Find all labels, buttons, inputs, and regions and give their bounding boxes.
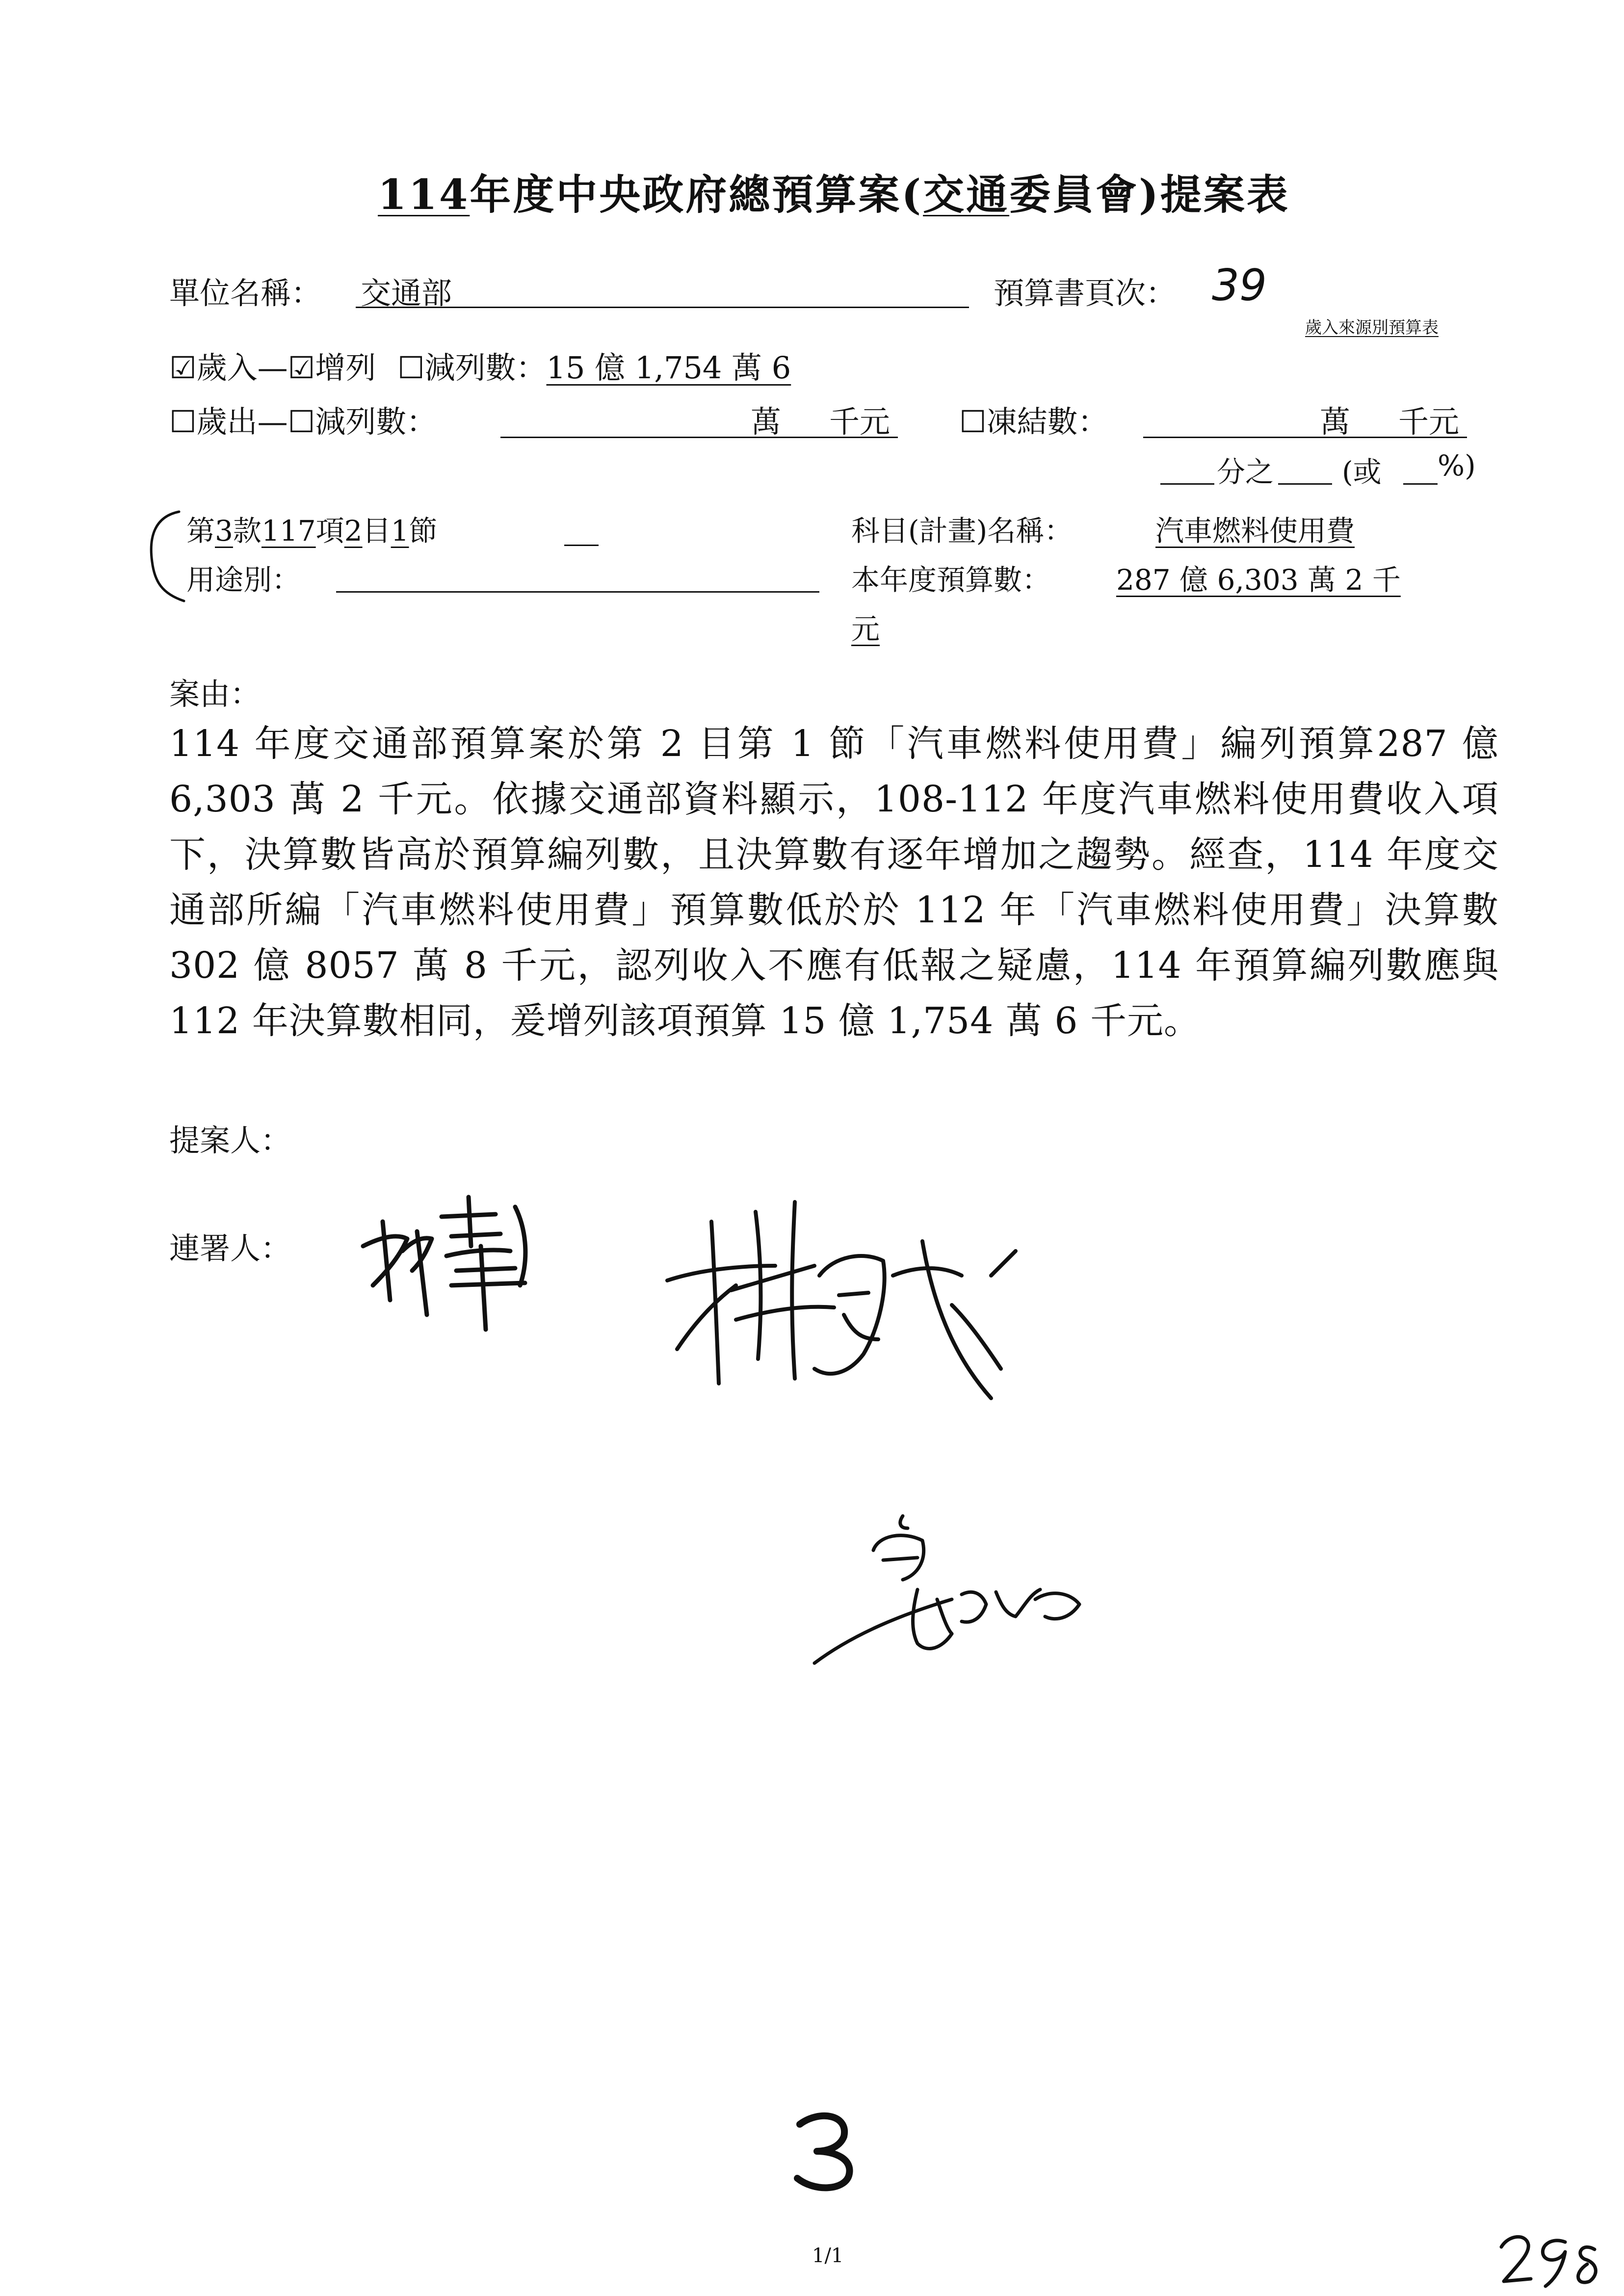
reason-text: 114 年度交通部預算案於第 2 目第 1 節「汽車燃料使用費」編列預算287 億 6,303 萬 2 千元。依據交通部資料顯示，108-112 年度汽車燃料使用費收入項下，決算數皆高於預算編列數，且決算數有逐年增加之趨勢。經查，114 年度交通部所編「汽車燃料使用費」預算數低於於 112 年「汽車燃料使用費」決算數 302 億 8057 萬 8 千元，認列收入不應有低報之疑慮，114 年預算編列數應與 112 年決算數相同，爰增列該項預算 15 億 1,754 萬 6 千元。 xyxy=(169,723,1499,1042)
current-budget-value: 287 億 6,303 萬 2 千 xyxy=(1116,563,1401,597)
title-committee: 交通 xyxy=(923,170,1010,219)
table-note: 歲入來源別預算表 xyxy=(1305,318,1439,338)
fraction-blank-2 xyxy=(1278,483,1332,485)
or-label: (或 xyxy=(1342,455,1382,489)
checkbox-increase[interactable]: ☑ xyxy=(288,350,315,386)
exp-unit-qian: 千元 xyxy=(829,404,891,440)
title-part2: 委員會)提案表 xyxy=(1009,170,1290,219)
section-kuan-label: 款 xyxy=(233,514,262,548)
usage-label: 用途別： xyxy=(186,563,301,597)
checkbox-expenditure[interactable]: ☐ xyxy=(169,404,197,440)
label-increase: 增列 xyxy=(315,350,376,386)
page-title xyxy=(378,162,1290,221)
subject-label: 科目(計畫)名稱： xyxy=(851,514,1073,548)
section-mu: 2 xyxy=(344,514,363,548)
unit-underline xyxy=(356,307,969,308)
cosigner-label: 連署人： xyxy=(169,1230,291,1266)
section-xiang: 117 xyxy=(261,514,316,548)
percent-label: %) xyxy=(1438,449,1476,482)
checkbox-freeze[interactable]: ☐ xyxy=(959,404,987,440)
label-expenditure: 歲出— xyxy=(196,404,288,440)
label-revenue: 歲入— xyxy=(196,350,288,386)
signature-2 xyxy=(657,1192,1060,1428)
expenditure-row xyxy=(169,397,437,441)
budget-page-value: 39 xyxy=(1212,260,1267,311)
budget-page-label: 預算書頁次： xyxy=(994,275,1177,311)
handwritten-number xyxy=(1496,2227,1614,2291)
exp-unit-wan: 萬 xyxy=(751,404,782,440)
subject-value: 汽車燃料使用費 xyxy=(1155,514,1355,548)
signature-3 xyxy=(805,1506,1109,1673)
unit-label: 單位名稱： xyxy=(169,275,322,311)
section-jie-label: 節 xyxy=(409,514,438,548)
title-part1: 年度中央政府總預算案( xyxy=(470,170,923,219)
section-di: 第 xyxy=(186,514,215,548)
freeze-unit-qian: 千元 xyxy=(1398,404,1460,440)
freeze-unit-wan: 萬 xyxy=(1320,404,1351,440)
title-year: 114 xyxy=(378,170,470,219)
section-jie: 1 xyxy=(391,514,409,548)
label-decrease: 減列數： xyxy=(424,350,547,386)
checkbox-exp-decrease[interactable]: ☐ xyxy=(288,404,315,440)
percent-blank xyxy=(1403,483,1438,485)
section-kuan: 3 xyxy=(215,514,233,548)
fraction-label: 分之 xyxy=(1217,455,1274,489)
fraction-blank-1 xyxy=(1160,483,1214,485)
freeze-row xyxy=(959,397,1108,441)
handwritten-page-mark xyxy=(790,2110,859,2193)
reason-label: 案由： xyxy=(169,676,261,712)
usage-underline xyxy=(336,591,819,593)
section-identifier xyxy=(186,508,438,549)
increase-amount: 15 億 1,754 萬 6 xyxy=(546,350,791,386)
bracket-mark xyxy=(145,508,189,606)
label-freeze: 凍結數： xyxy=(986,404,1108,440)
current-budget-label: 本年度預算數： xyxy=(851,563,1051,597)
signature-1 xyxy=(353,1187,579,1334)
page-number: 1/1 xyxy=(812,2244,844,2267)
section-xiang-label: 項 xyxy=(315,514,344,548)
unit-value: 交通部 xyxy=(361,275,452,311)
checkbox-revenue[interactable]: ☑ xyxy=(169,350,197,386)
label-exp-decrease: 減列數： xyxy=(315,404,437,440)
checkbox-decrease[interactable]: ☐ xyxy=(397,350,425,386)
proposer-label: 提案人： xyxy=(169,1122,291,1158)
section-trailing-blank xyxy=(564,545,599,546)
revenue-increase-row xyxy=(169,343,791,387)
current-budget-value-cont: 元 xyxy=(851,612,880,646)
section-mu-label: 目 xyxy=(362,514,391,548)
